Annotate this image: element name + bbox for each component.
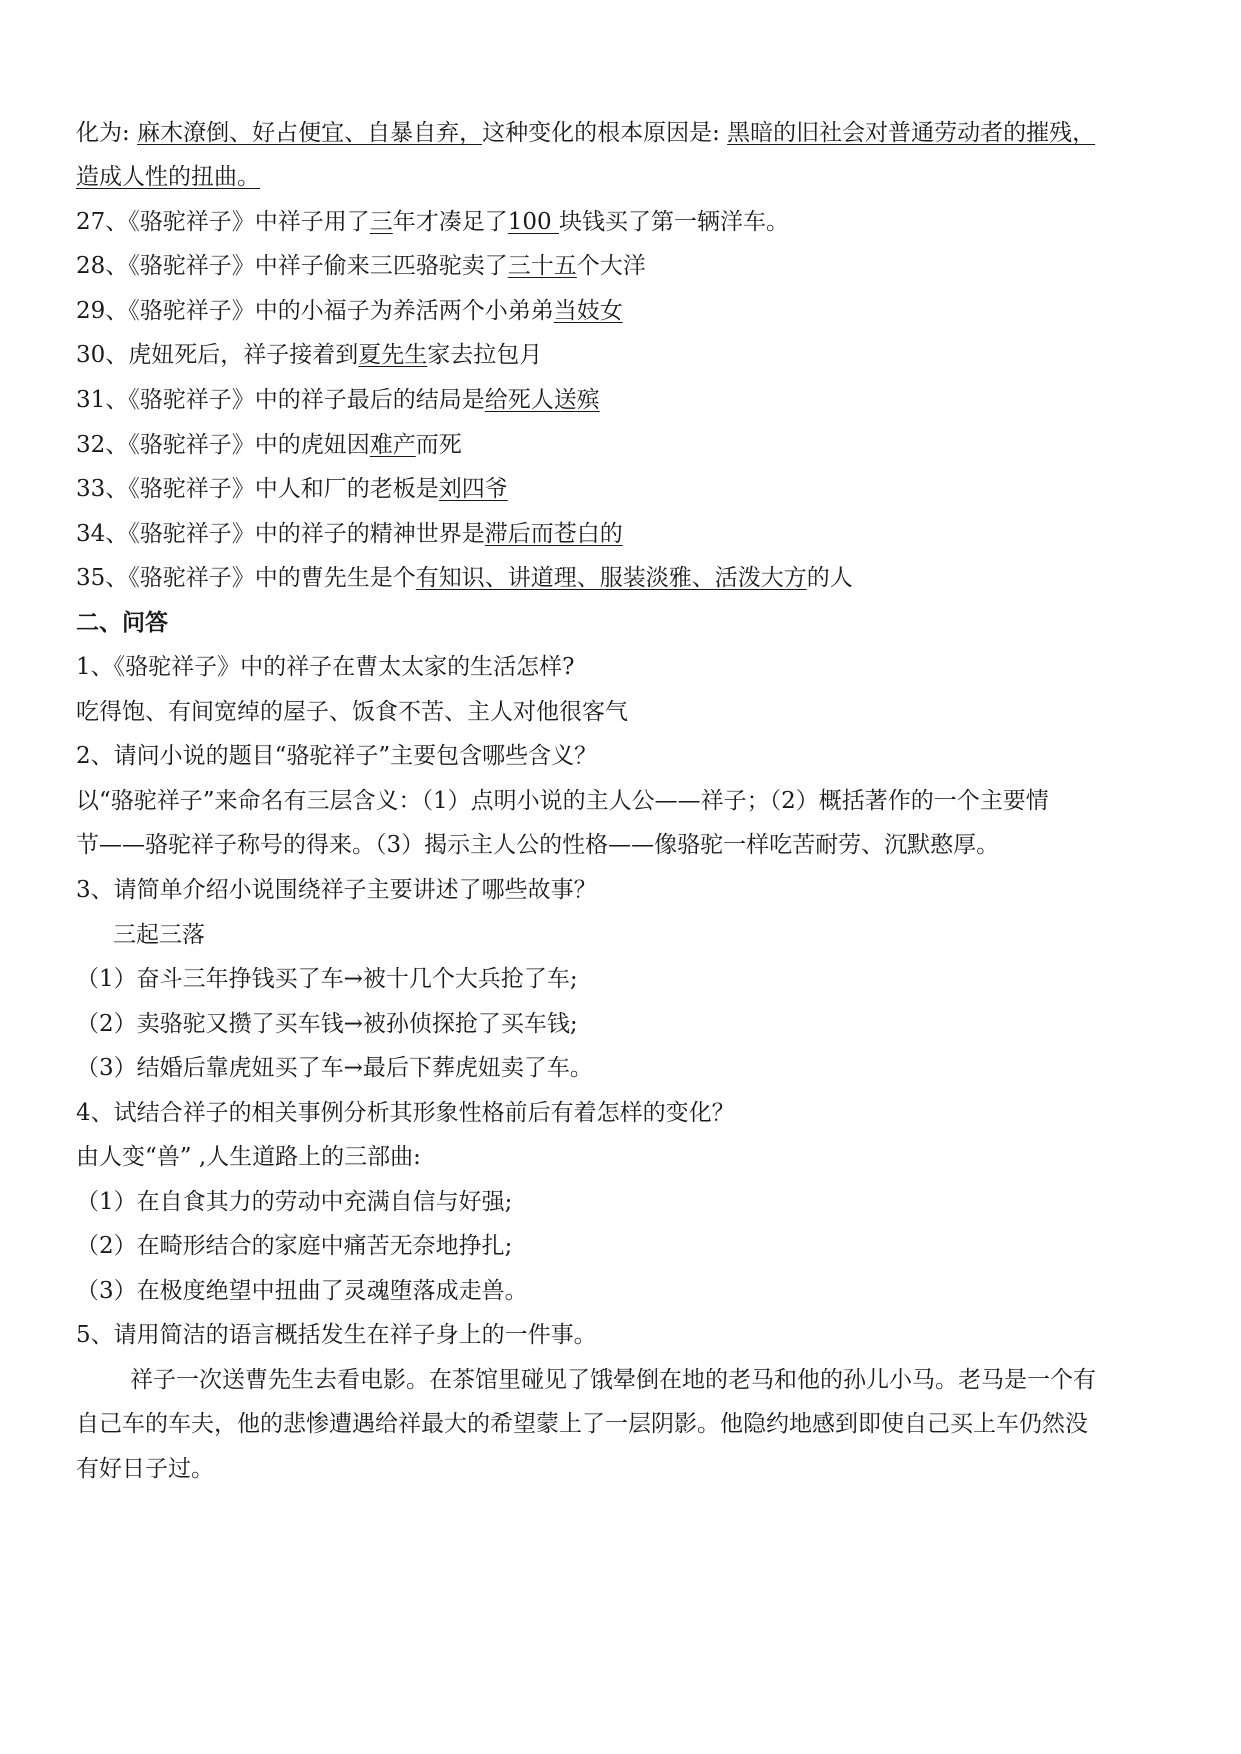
question-30 [76,340,1181,370]
answer: 刘四爷 [438,476,508,502]
section-heading: 二、问答 [76,609,168,636]
question-28 [76,251,1181,281]
underlined-answer: 麻木潦倒、好占便宜、自暴自弃， [137,120,483,146]
question-text: 而死 [415,432,462,458]
question-text: 个大洋 [576,253,646,279]
qa-question: 3、请简单介绍小说围绕祥子主要讲述了哪些故事？ [76,877,597,903]
question-text: 29、《骆驼祥子》中的小福子为养活两个小弟弟 [76,298,554,324]
question-34 [76,519,1181,549]
question-text: 31、《骆驼祥子》中的祥子最后的结局是 [76,387,485,413]
underlined-answer: 造成人性的扭曲。 [76,164,260,190]
question-text: 年才凑足了 [392,209,508,235]
question-text: 块钱买了第一辆洋车。 [559,209,789,235]
qa-question: 2、请问小说的题目“骆驼祥子”主要包含哪些含义？ [76,743,598,769]
qa-question: 1、《骆驼祥子》中的祥子在曹太太家的生活怎样? [76,654,575,680]
text-line [76,162,1181,192]
underlined-answer: 黑暗的旧社会对普通劳动者的摧残， [727,120,1096,146]
answer: 滞后而苍白的 [484,521,623,547]
question-text: 34、《骆驼祥子》中的祥子的精神世界是 [76,521,485,547]
question-27 [76,207,1181,237]
question-text: 33、《骆驼祥子》中人和厂的老板是 [76,476,439,502]
question-33 [76,474,1181,504]
text: 化为: [76,120,138,146]
qa-answer: （2）在畸形结合的家庭中痛苦无奈地挣扎; [76,1233,513,1259]
qa-answer: （1）奋斗三年挣钱买了车→被十几个大兵抢了车; [76,966,578,992]
text-line [76,118,1181,148]
text: 这种变化的根本原因是: [482,120,728,146]
question-35 [76,563,1181,593]
question-text: 35、《骆驼祥子》中的曹先生是个 [76,565,416,591]
answer: 难产 [369,432,416,458]
question-32 [76,430,1181,460]
answer: 三 [369,209,393,235]
qa-question: 5、请用简洁的语言概括发生在祥子身上的一件事。 [76,1322,597,1348]
qa-answer: （3）在极度绝望中扭曲了灵魂堕落成走兽。 [76,1278,528,1304]
qa-answer: （3）结婚后靠虎妞买了车→最后下葬虎妞卖了车。 [76,1055,593,1081]
answer: 夏先生 [358,342,428,368]
qa-answer: 有好日子过。 [76,1456,214,1482]
qa-answer: 以“骆驼祥子”来命名有三层含义：（1）点明小说的主人公——祥子；（2）概括著作的一个主要情 [76,788,1049,814]
answer: 100 [507,209,559,235]
qa-answer: 祥子一次送曹先生去看电影。在茶馆里碰见了饿晕倒在地的老马和他的孙儿小马。老马是一个有 [130,1367,1096,1393]
answer: 有知识、讲道理、服装淡雅、活泼大方 [415,565,807,591]
question-text: 30、虎妞死后，祥子接着到 [76,342,359,368]
qa-answer: 自己车的车夫，他的悲惨遭遇给祥最大的希望蒙上了一层阴影。他隐约地感到即使自己买上车仍然没 [76,1411,1088,1437]
qa-answer: （1）在自食其力的劳动中充满自信与好强; [76,1189,513,1215]
answer: 三十五 [507,253,577,279]
question-text: 27、《骆驼祥子》中祥子用了 [76,209,370,235]
question-text: 32、《骆驼祥子》中的虎妞因 [76,432,370,458]
question-31 [76,385,1181,415]
qa-question: 4、试结合祥子的相关事例分析其形象性格前后有着怎样的变化？ [76,1100,735,1126]
answer: 给死人送殡 [484,387,600,413]
qa-answer: 三起三落 [113,922,205,948]
qa-answer: 吃得饱、有间宽绰的屋子、饭食不苦、主人对他很客气 [76,699,628,725]
question-29 [76,296,1181,326]
qa-answer: 节——骆驼祥子称号的得来。（3）揭示主人公的性格——像骆驼一样吃苦耐劳、沉默憨厚。 [76,832,1000,858]
qa-answer: 由人变“兽” ,人生道路上的三部曲: [76,1144,421,1170]
question-text: 家去拉包月 [427,342,543,368]
answer: 当妓女 [553,298,623,324]
question-text: 28、《骆驼祥子》中祥子偷来三匹骆驼卖了 [76,253,508,279]
question-text: 的人 [806,565,853,591]
qa-answer: （2）卖骆驼又攒了买车钱→被孙侦探抢了买车钱; [76,1011,578,1037]
